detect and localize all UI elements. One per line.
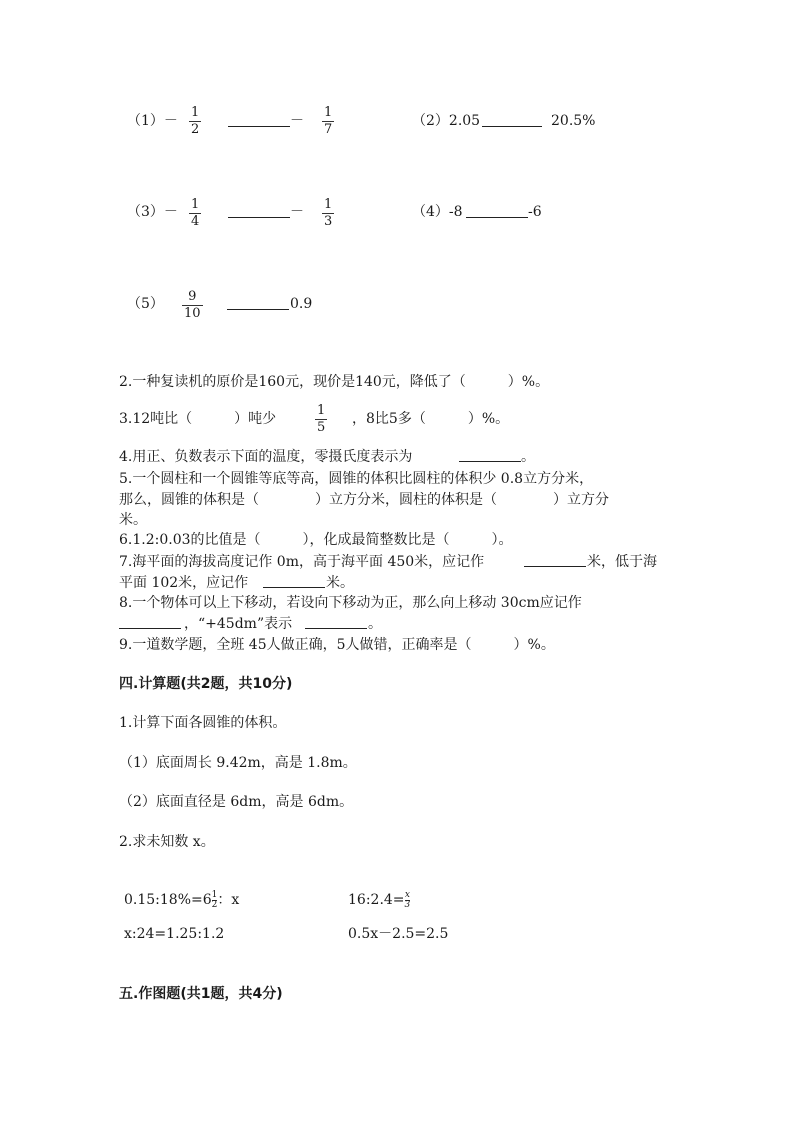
fill-q7-line2a: 平面 102米，应记作	[119, 575, 249, 591]
section5-title: 五.作图题(共1题，共4分)	[119, 986, 283, 1002]
fill-q7-blank1[interactable]	[524, 552, 586, 567]
fill-q5-line1: 5.一个圆柱和一个圆锥等底等高，圆锥的体积比圆柱的体积少 0.8立方分米，	[119, 471, 594, 487]
q3-fraction-a: 1 4	[191, 197, 200, 229]
fill-q5-line3: 米。	[119, 512, 147, 528]
equation-1-right: ：x	[217, 892, 240, 908]
equation-2	[348, 890, 410, 910]
q1-fraction-b: 1 7	[324, 105, 333, 137]
q4-blank[interactable]	[466, 203, 528, 218]
q1-fraction-a: 1 2	[191, 105, 200, 137]
fill-q4-blank[interactable]	[459, 447, 521, 462]
section4-p1a: （1）底面周长 9.42m，高是 1.8m。	[119, 755, 357, 771]
q3-minus: －	[290, 204, 304, 220]
q5-fraction-a: 9 10	[184, 289, 201, 321]
fill-q4-end: 。	[521, 449, 535, 465]
fill-q8-blank2[interactable]	[305, 614, 367, 629]
fill-q2: 2.一种复读机的原价是160元，现价是140元，降低了（ ）%。	[119, 374, 550, 390]
fill-q5-line2: 那么，圆锥的体积是（ ）立方分米，圆柱的体积是（ ）立方分	[119, 492, 609, 508]
fill-q7-blank2[interactable]	[263, 573, 325, 588]
equation-1	[124, 890, 239, 910]
fill-q3-a: 3.12吨比（ ）吨少	[119, 411, 277, 427]
q5-right: 0.9	[290, 296, 313, 312]
fill-q3-b: ，8比5多（ ）%。	[352, 411, 510, 427]
equation-2-left: 16:2.4=	[348, 892, 405, 908]
equation-2-fraction: $\frac{x}{3}$	[404, 889, 411, 910]
q2-label: （2）2.05	[412, 113, 481, 129]
fill-q8-line1: 8.一个物体可以上下移动，若设向下移动为正，那么向上移动 30cm应记作	[119, 595, 582, 611]
q2-right: 20.5%	[551, 113, 596, 129]
q5-blank[interactable]	[227, 295, 289, 310]
q4-label: （4）-8	[412, 204, 463, 220]
fill-q8-line2a: ，“+45dm”表示	[184, 616, 293, 632]
fill-q7-line1a: 7.海平面的海拔高度记作 0m，高于海平面 450米，应记作	[119, 554, 485, 570]
fill-q9: 9.一道数学题，全班 45人做正确，5人做错，正确率是（ ）%。	[119, 637, 555, 653]
section4-p2: 2.求未知数 x。	[119, 834, 215, 850]
fill-q8-line2b: 。	[368, 616, 382, 632]
fill-q7-line2b: 米。	[326, 575, 354, 591]
fill-q3-fraction: 1 5	[317, 403, 326, 435]
equation-1-fraction: $\frac{1}{2}$	[211, 889, 218, 910]
q3-label: （3）－	[127, 204, 178, 220]
q3-blank[interactable]	[228, 203, 290, 218]
q1-blank[interactable]	[228, 112, 290, 127]
equation-4: 0.5x－2.5=2.5	[348, 926, 449, 942]
fill-q7-line1b: 米，低于海	[587, 554, 657, 570]
section4-p1b: （2）底面直径是 6dm，高是 6dm。	[119, 794, 354, 810]
q2-blank[interactable]	[482, 112, 542, 127]
q4-right: -6	[528, 204, 542, 220]
fill-q4-text: 4.用正、负数表示下面的温度，零摄氏度表示为	[119, 449, 413, 465]
fill-q6: 6.1.2:0.03的比值是（ ），化成最简整数比是（ ）。	[119, 532, 513, 548]
q1-label: （1）－	[127, 113, 178, 129]
q5-label: （5）	[127, 296, 164, 312]
section4-title: 四.计算题(共2题，共10分)	[119, 676, 293, 692]
fill-q8-blank1[interactable]	[119, 614, 181, 629]
equation-3: x:24=1.25:1.2	[124, 926, 225, 942]
section4-p1: 1.计算下面各圆锥的体积。	[119, 715, 287, 731]
q3-fraction-b: 1 3	[324, 197, 333, 229]
equation-1-left: 0.15:18%=6	[124, 892, 212, 908]
q1-minus: －	[290, 113, 304, 129]
